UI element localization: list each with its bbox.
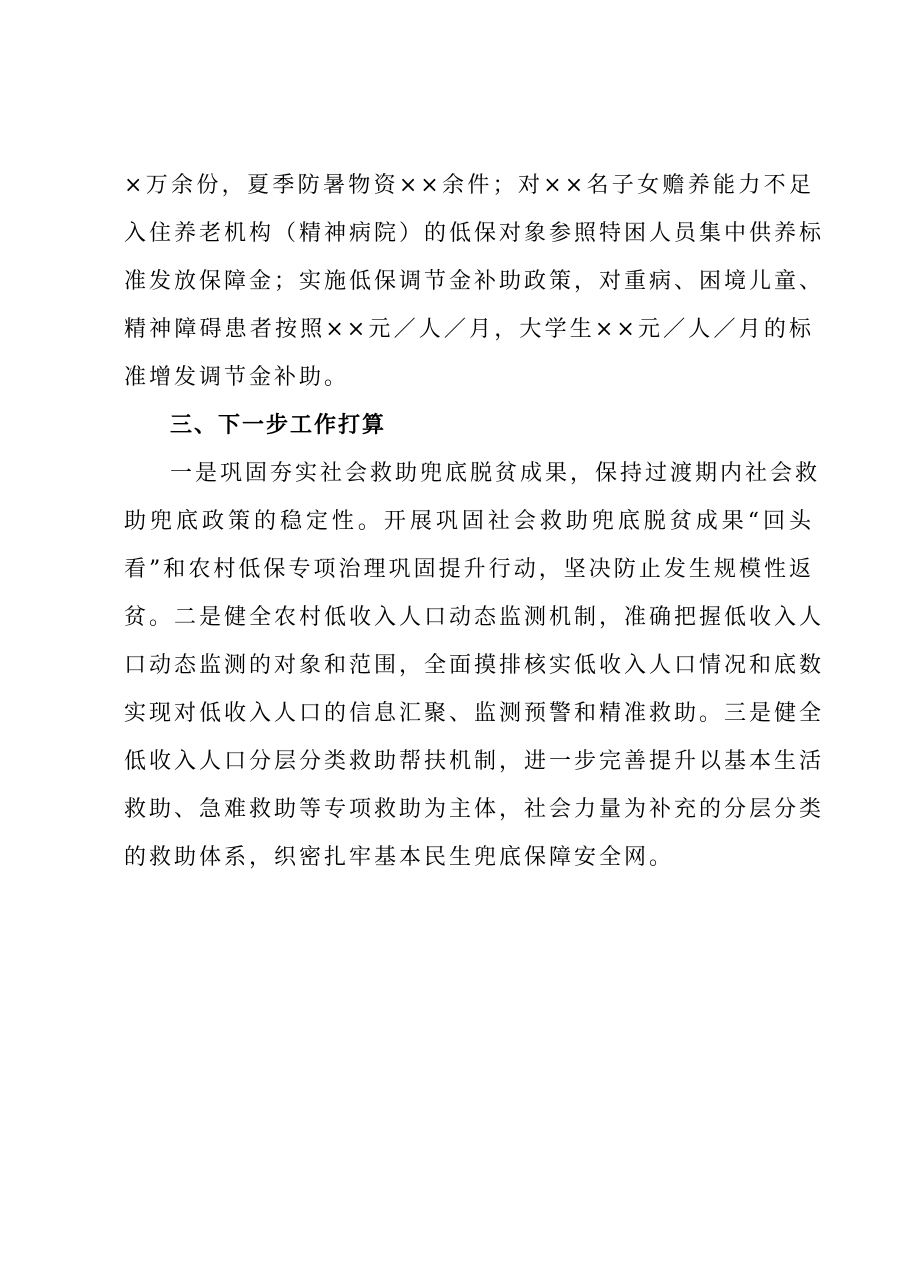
document-body [124,162,825,882]
text-line: 口动态监测的对象和范围，全面摸排核实低收入人口情况和底数 [124,653,825,678]
text-line: 助兜底政策的稳定性。开展巩固社会救助兜底脱贫成果“回头 [124,509,814,534]
text-line: 入住养老机构（精神病院）的低保对象参照特困人员集中供养标 [124,221,825,246]
text-line: 一是巩固夯实社会救助兜底脱贫成果，保持过渡期内社会救 [170,461,821,486]
text-line: 精神障碍患者按照××元／人／月，大学生××元／人／月的标 [124,317,814,342]
text-line: 贫。二是健全农村低收入人口动态监测机制，准确把握低收入人 [124,605,825,630]
text-line: 低收入人口分层分类救助帮扶机制，进一步完善提升以基本生活 [124,749,825,774]
text-line: 实现对低收入人口的信息汇聚、监测预警和精准救助。三是健全 [124,701,825,726]
text-line: 看”和农村低保专项治理巩固提升行动，坚决防止发生规模性返 [124,557,814,582]
paragraph-next-steps [124,450,825,882]
text-line: 的救助体系，织密扎牢基本民生兜底保障安全网。 [124,845,675,870]
paragraph-relief-measures [124,162,825,402]
text-line: 准增发调节金补助。 [124,365,350,390]
text-line: 救助、急难救助等专项救助为主体，社会力量为补充的分层分类 [124,797,825,822]
text-line: ×万余份，夏季防暑物资××余件；对××名子女赡养能力不足 [124,173,814,198]
section-heading: 三、下一步工作打算 [170,413,387,438]
text-line: 准发放保障金；实施低保调节金补助政策，对重病、困境儿童、 [124,269,825,294]
